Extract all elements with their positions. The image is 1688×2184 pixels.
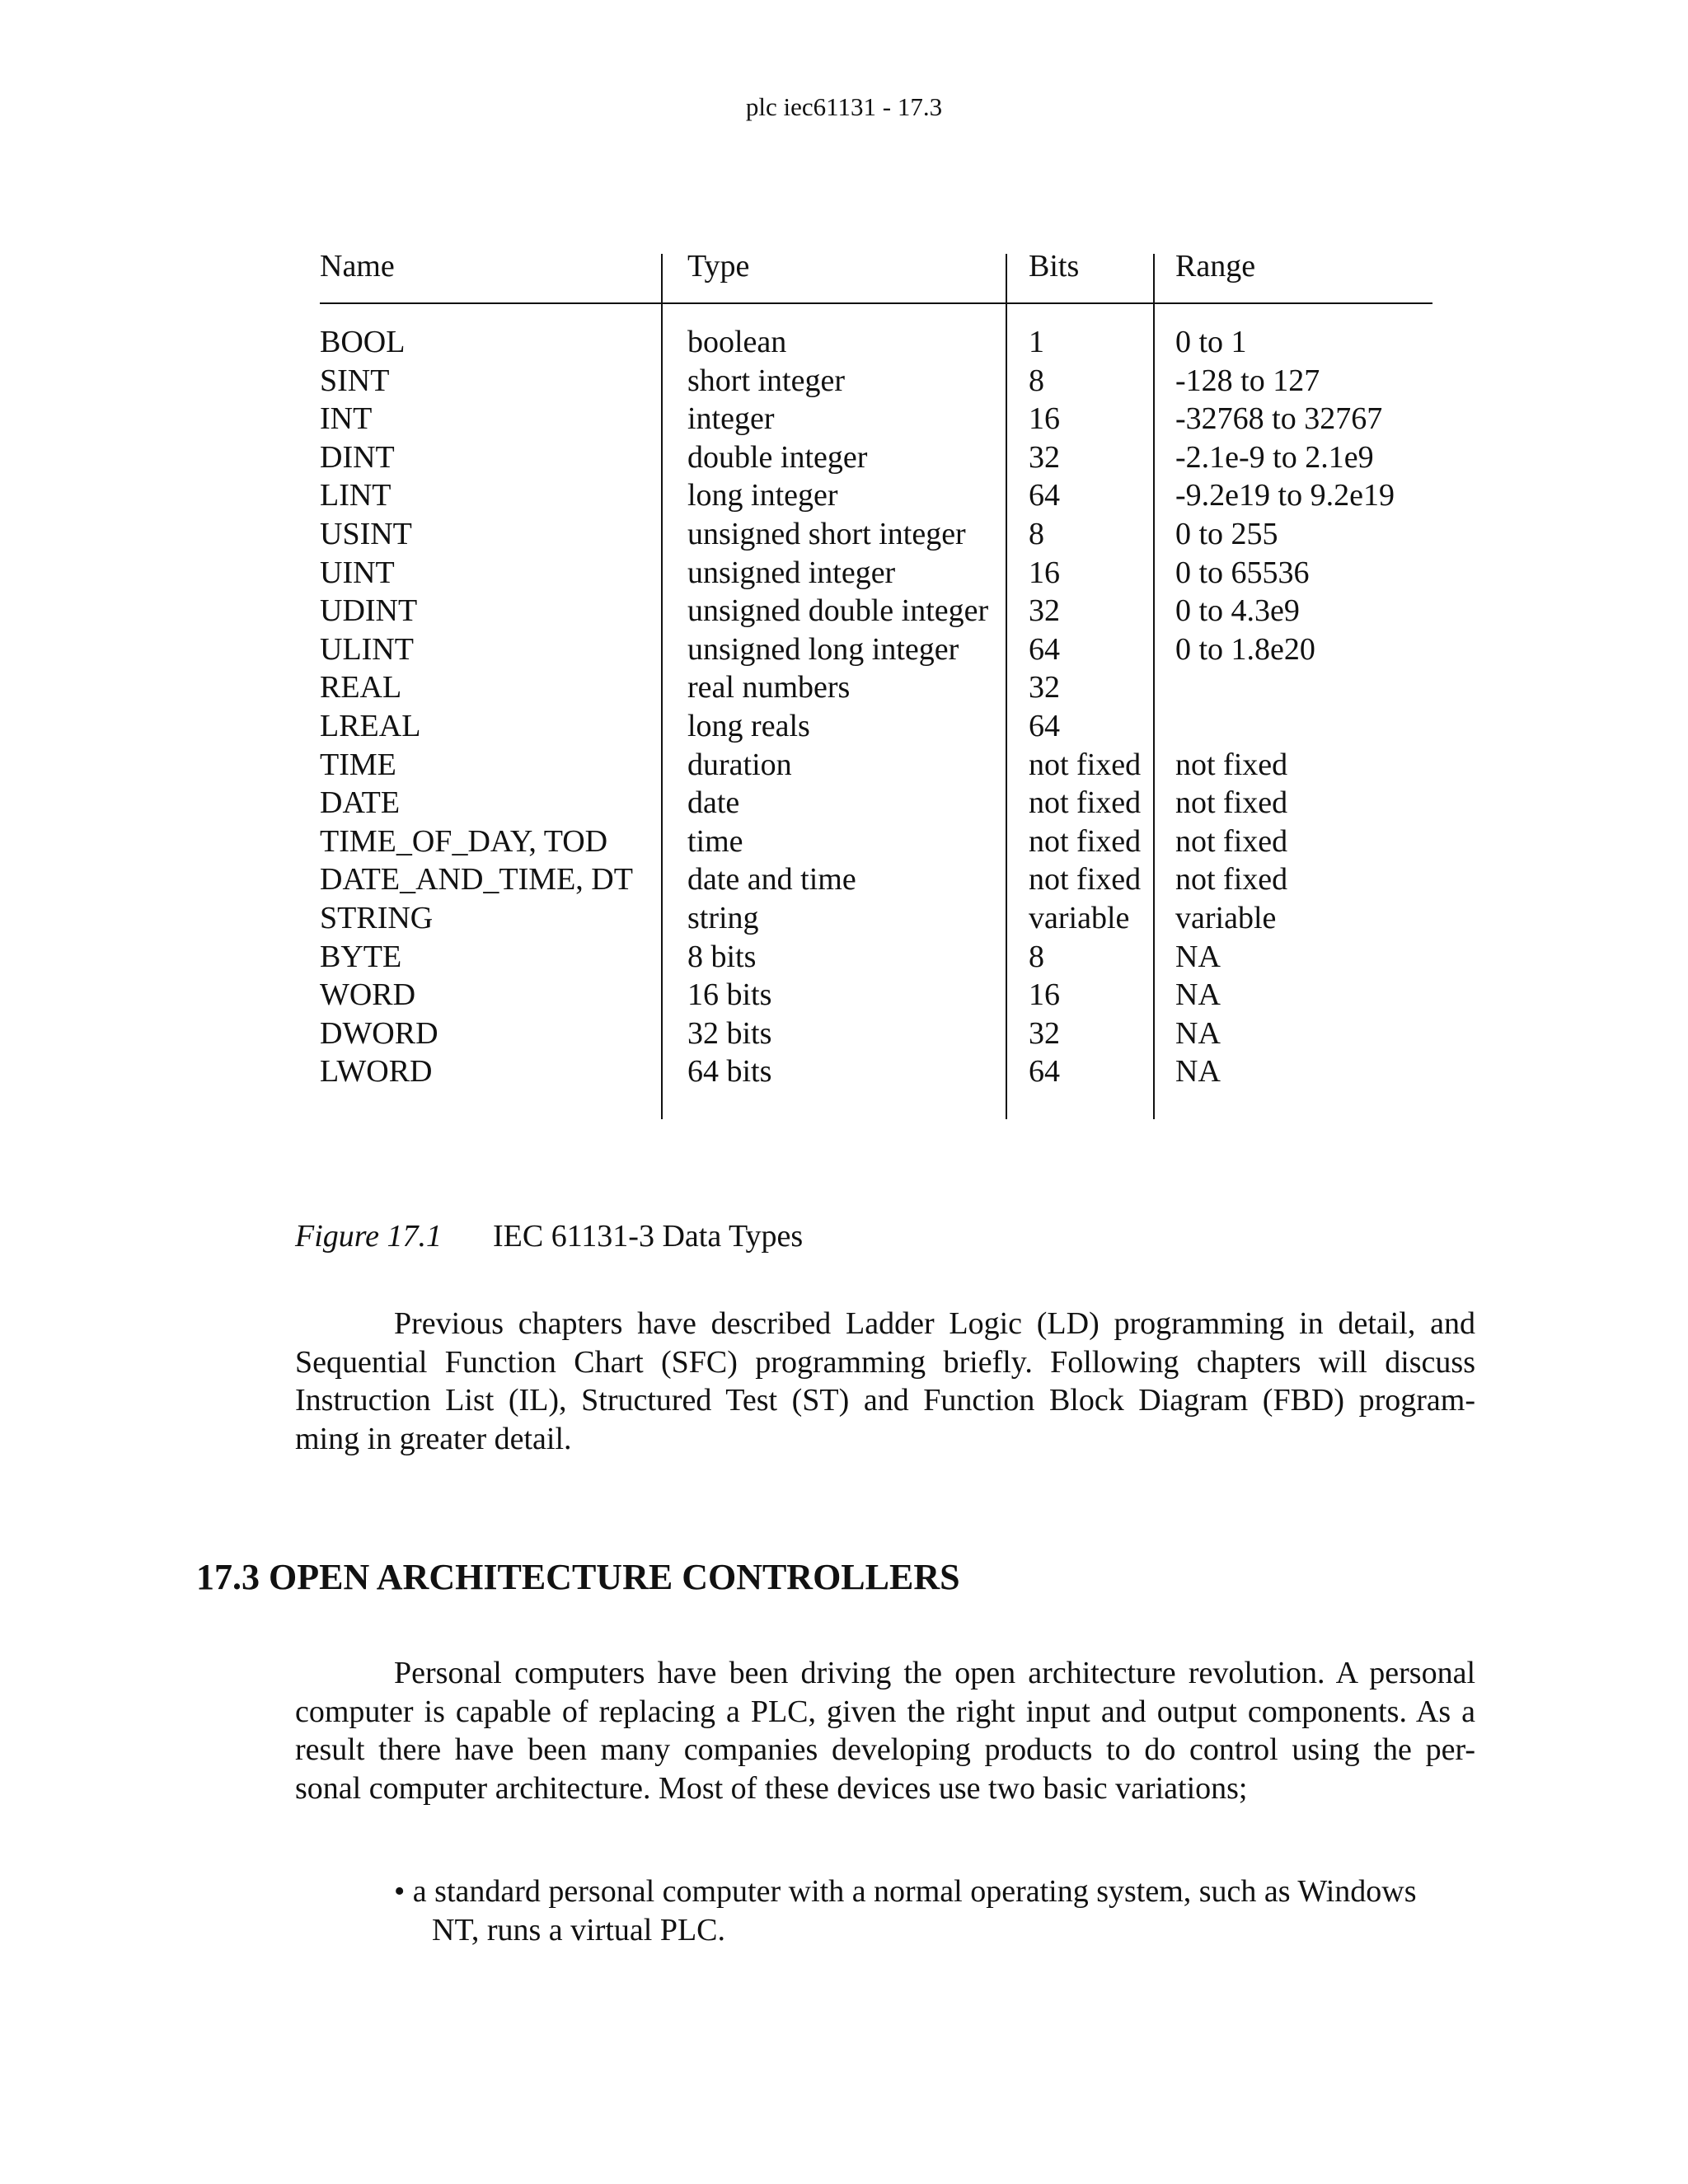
table-cell: integer	[687, 401, 775, 437]
table-cell: not fixed	[1029, 823, 1142, 859]
table-cell: NA	[1175, 1015, 1221, 1051]
table-cell: INT	[320, 401, 373, 437]
table-cell	[1175, 707, 1395, 746]
table-cell: 0 to 1	[1175, 325, 1247, 359]
table-cell: not fixed	[1175, 785, 1288, 821]
table-cell: unsigned long integer	[687, 631, 959, 667]
table-divider	[1006, 254, 1007, 1119]
bullet-item	[394, 1872, 1474, 1949]
paragraph-open-architecture	[295, 1654, 1475, 1807]
table-cell: BYTE	[320, 939, 402, 974]
table-cell: 0 to 4.3e9	[1175, 593, 1300, 629]
table-cell: boolean	[687, 325, 787, 359]
column-range	[1175, 323, 1395, 1091]
table-cell: LWORD	[320, 1054, 433, 1090]
table-cell: 64	[1029, 1054, 1060, 1090]
table-cell: 32	[1029, 1015, 1060, 1051]
paragraph-line: Previous chapters have described Ladder Logic (LD) programming in detail, and	[394, 1306, 1475, 1341]
table-cell: LINT	[320, 478, 392, 513]
table-cell: 32 bits	[687, 1015, 772, 1051]
figure-label: Figure 17.1	[295, 1219, 443, 1254]
table-header-rule	[320, 302, 1432, 304]
figure-caption	[295, 1218, 803, 1254]
table-cell: 8 bits	[687, 939, 757, 974]
table-cell: unsigned double integer	[687, 593, 989, 629]
table-cell: 16	[1029, 977, 1060, 1013]
table-cell: unsigned integer	[687, 555, 896, 590]
column-type	[687, 323, 988, 1091]
table-cell: 64 bits	[687, 1054, 772, 1090]
table-cell: 1	[1029, 325, 1044, 359]
figure-title: IEC 61131-3 Data Types	[493, 1219, 804, 1254]
table-cell: -32768 to 32767	[1175, 401, 1383, 437]
table-cell: SINT	[320, 363, 390, 398]
table-cell: 8	[1029, 516, 1044, 551]
table-cell: not fixed	[1175, 823, 1288, 859]
table-cell: TIME	[320, 747, 396, 782]
table-cell: 0 to 1.8e20	[1175, 631, 1315, 667]
table-cell: duration	[687, 747, 792, 782]
table-cell: -2.1e-9 to 2.1e9	[1175, 439, 1374, 475]
bullet-line: NT, runs a virtual PLC.	[432, 1912, 726, 1947]
table-cell: date and time	[687, 862, 856, 898]
table-cell: LREAL	[320, 708, 421, 743]
table-cell: 8	[1029, 363, 1044, 398]
table-cell: 16 bits	[687, 977, 772, 1013]
table-cell: not fixed	[1029, 785, 1142, 821]
table-cell: 16	[1029, 401, 1060, 437]
table-cell: 32	[1029, 593, 1060, 629]
table-cell: USINT	[320, 516, 412, 551]
paragraph-line: result there have been many companies developing products to do control using the per-	[295, 1732, 1475, 1768]
table-cell: 64	[1029, 631, 1060, 667]
data-types-table	[320, 247, 1432, 1121]
table-cell: date	[687, 785, 740, 821]
table-cell: BOOL	[320, 325, 406, 359]
table-divider	[661, 254, 663, 1119]
table-cell: not fixed	[1175, 862, 1288, 898]
table-cell: DINT	[320, 439, 395, 475]
table-cell: string	[687, 900, 759, 935]
section-heading: 17.3 OPEN ARCHITECTURE CONTROLLERS	[196, 1557, 960, 1597]
table-cell: real numbers	[687, 670, 851, 705]
table-cell: NA	[1175, 1054, 1221, 1090]
table-cell: TIME_OF_DAY, TOD	[320, 823, 608, 859]
paragraph-line: sonal computer architecture. Most of these devices use two basic variations;	[295, 1770, 1248, 1806]
table-cell: DWORD	[320, 1015, 438, 1051]
table-cell: REAL	[320, 670, 402, 705]
table-cell: DATE_AND_TIME, DT	[320, 862, 633, 898]
table-cell: long reals	[687, 708, 810, 743]
table-cell: 8	[1029, 939, 1044, 974]
table-cell: 32	[1029, 670, 1060, 705]
column-bits	[1029, 323, 1141, 1091]
header-type: Type	[687, 249, 750, 284]
table-cell: -9.2e19 to 9.2e19	[1175, 478, 1395, 513]
bullet-line: • a standard personal computer with a normal operating system, such as Windows	[394, 1874, 1417, 1909]
table-cell: 0 to 255	[1175, 516, 1278, 551]
table-cell: 0 to 65536	[1175, 555, 1310, 590]
paragraph-intro	[295, 1305, 1475, 1458]
table-cell: 64	[1029, 478, 1060, 513]
column-name	[320, 323, 633, 1091]
table-cell: short integer	[687, 363, 846, 398]
table-cell: not fixed	[1175, 747, 1288, 782]
table-cell: unsigned short integer	[687, 516, 966, 551]
table-cell: STRING	[320, 900, 434, 935]
table-cell: 32	[1029, 439, 1060, 475]
table-cell: not fixed	[1029, 862, 1142, 898]
table-cell: variable	[1029, 900, 1130, 935]
table-cell: UINT	[320, 555, 395, 590]
table-cell: 16	[1029, 555, 1060, 590]
table-cell: DATE	[320, 785, 401, 821]
table-cell: NA	[1175, 977, 1221, 1013]
table-cell: time	[687, 823, 743, 859]
table-cell: ULINT	[320, 631, 414, 667]
table-cell: NA	[1175, 939, 1221, 974]
paragraph-line: Personal computers have been driving the open architecture revolution. A personal	[394, 1656, 1475, 1690]
paragraph-line: Sequential Function Chart (SFC) programming briefly. Following chapters will discuss	[295, 1344, 1475, 1380]
table-cell: WORD	[320, 977, 416, 1013]
table-cell: long integer	[687, 478, 838, 513]
page-header: plc iec61131 - 17.3	[745, 92, 943, 121]
header-bits: Bits	[1029, 249, 1080, 284]
table-cell: UDINT	[320, 593, 418, 629]
table-cell	[1175, 668, 1395, 707]
paragraph-line: computer is capable of replacing a PLC, given the right input and output components. As a	[295, 1694, 1475, 1729]
table-cell: not fixed	[1029, 747, 1142, 782]
header-range: Range	[1175, 249, 1256, 284]
table-cell: 64	[1029, 708, 1060, 743]
table-cell: -128 to 127	[1175, 363, 1320, 398]
table-divider	[1153, 254, 1155, 1119]
table-cell: double integer	[687, 439, 868, 475]
header-name: Name	[320, 249, 395, 284]
table-cell: variable	[1175, 900, 1277, 935]
paragraph-line: ming in greater detail.	[295, 1421, 572, 1456]
paragraph-line: Instruction List (IL), Structured Test (ST) and Function Block Diagram (FBD) program-	[295, 1383, 1475, 1418]
